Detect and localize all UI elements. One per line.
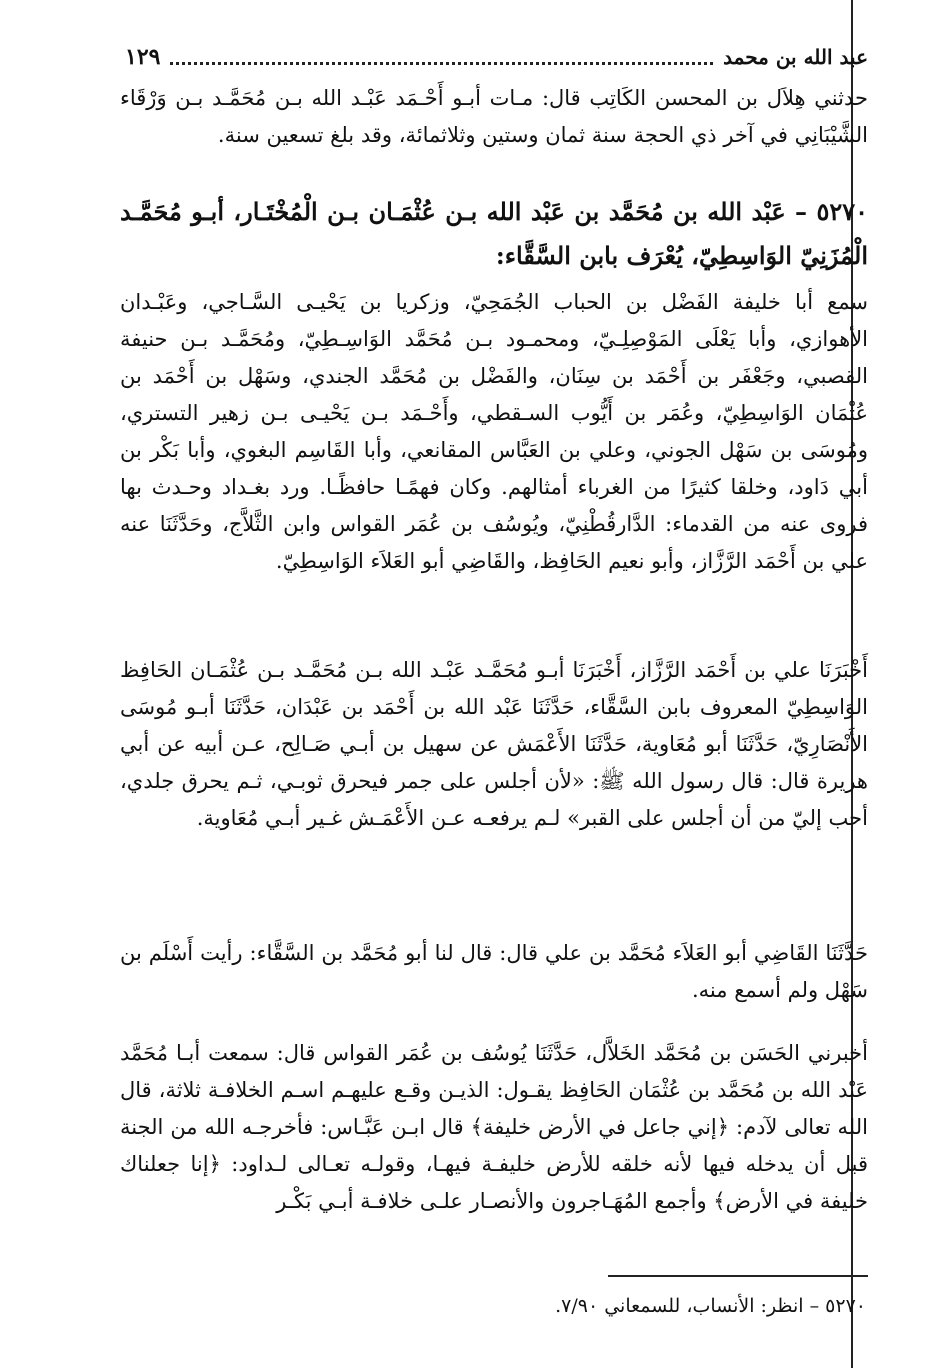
intro-paragraph: حدثني هِلاَل بن المحسن الكَاتِب قال: مـات أبـو أَحْـمَد عَبْـد الله بـن مُحَمَّـد بـن وَرْقَاء الشَّيْبَانِي في آخر ذي الحجة سنة ثمان وستين وثلاثمائة، وقد بلغ تسعين سنة. bbox=[120, 86, 868, 147]
entry-heading: ٥٢٧٠ – عَبْد الله بن مُحَمَّد بن عَبْد الله بـن عُثْمَـان بـن الْمُخْتَـار، أبـو مُحَمَّـد الْمُزَنِيّ الوَاسِطِيّ، يُعْرَف بابن السَّقَّاء: bbox=[120, 197, 868, 270]
footnote-separator bbox=[608, 1275, 868, 1277]
caliphate-paragraph: أخبرني الحَسَن بن مُحَمَّد الخَلاَّل، حَدَّثَنَا يُوسُف بن عُمَر القواس قال: سمعت أبـا مُحَمَّد عَبْد الله بن مُحَمَّد بن عُثْمَان الحَافِظ يقـول: الذيـن وقـع عليهـم اسـم الخلافـة ثلاثة، قال الله تعالى لآدم: ﴿إني جاعل في الأرض خليفة﴾ قال ابـن عَبَّـاس: فأخرجـه الله من الجنة قبل أن يدخله فيها لأنه خلقه للأرض خليفـة فيهـا، وقولـه تعـالى لـداود: ﴿إنا جعلناك خليفة في الأرض﴾ وأجمع المُهَـاجرون والأنصـار علـى خلافـة أبـي بَكْـر bbox=[120, 1041, 869, 1213]
biography-paragraph: سمع أبا خليفة الفَضْل بن الحباب الجُمَحِيّ، وزكريا بن يَحْيـى السَّـاجي، وعَبْـدان الأهوازي، وأبا يَعْلَى المَوْصِلِـيّ، ومحمـود بـن مُحَمَّد الوَاسِـطِيّ، ومُحَمَّـد بـن حنيفة القصبي، وجَعْفَر بن أَحْمَد بن سِنَان، والفَضْل بن مُحَمَّد الجندي، وسَهْل بن أَحْمَد بن عُثْمَان الوَاسِطِيّ، وعُمَر بن أَيُّوب السـقطي، وأَحْـمَد بـن يَحْيـى بـن زهير التستري، ومُوسَى بن سَهْل الجوني، وعلي بن العَبَّاس المقانعي، وأبا القَاسِم البغوي، وأبا بَكْر بن أبي دَاود، وخلقا كثيرًا من الغرباء أمثالهم. وكان فهمًـا حافظًـا. ورد بغـداد وحـدث بها فروى عنه من القدماء: الدَّارقُطْنِيّ، ويُوسُف بن عُمَر القواس وابن الثَّلاَّج، وحَدَّثَنَا عنه علي بن أَحْمَد الرَّزَّاز، وأبو نعيم الحَافِظ، والقَاضِي أبو العَلاَء الوَاسِطِيّ. bbox=[120, 290, 868, 573]
narration-paragraph: حَدَّثَنَا القَاضِي أبو العَلاَء مُحَمَّد بن علي قال: قال لنا أبو مُحَمَّد بن السَّقَّاء: رأيت أَسْلَم بن سَهْل ولم أسمع منه. bbox=[120, 941, 868, 1002]
hadith-paragraph: أَخْبَرَنَا علي بن أَحْمَد الرَّزَّاز، أَخْبَرَنَا أبـو مُحَمَّـد عَبْـد الله بـن مُحَمَّـد بـن عُثْمَـان الحَافِظ الوَاسِطِيّ المعروف بابن السَّقَّاء، حَدَّثَنَا عَبْد الله بن أَحْمَد بن عَبْدَان، حَدَّثَنَا أبـو مُوسَى الأَنْصَارِيّ، حَدَّثَنَا أبو مُعَاوية، حَدَّثَنَا الأَعْمَش عن سهيل بن أبـي صَـالِح، عـن أبيه عن أبي هريرة قال: قال رسول الله ﷺ: «لأن أجلس على جمر فيحرق ثوبـي، ثـم يحرق جلدي، أحب إليّ من أن أجلس على القبر» لـم يرفعـه عـن الأَعْمَـش غـير أبـي مُعَاوية. bbox=[120, 658, 868, 830]
footnote: ٥٢٧٠ – انظر: الأنساب، للسمعاني ٧/٩٠. bbox=[555, 1295, 866, 1317]
page-number: ١٢٩ bbox=[125, 44, 161, 70]
page-header bbox=[125, 38, 868, 76]
header-dot-leader bbox=[170, 62, 713, 65]
running-title: عبد الله بن محمد bbox=[723, 45, 868, 69]
